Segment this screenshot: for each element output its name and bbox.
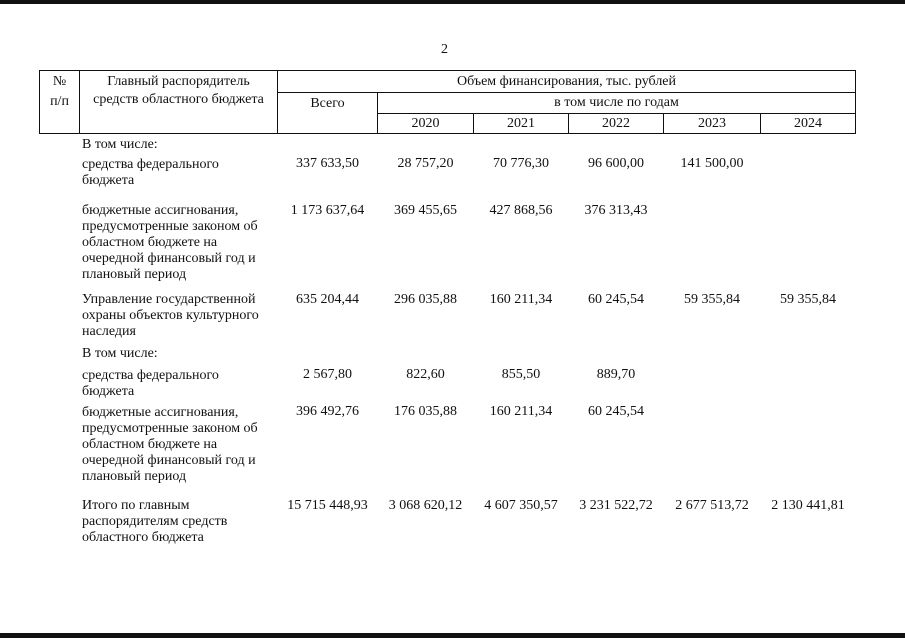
row-value-2021: 70 776,30 [493, 156, 549, 171]
bottom-border [0, 633, 905, 638]
row-value-total: 396 492,76 [296, 404, 359, 419]
row-value-2020: 28 757,20 [397, 156, 454, 171]
header-manager-label: Главный распорядитель [107, 74, 250, 89]
row-value-2021: 160 211,34 [489, 292, 553, 307]
row-label: средства федерального бюджета [82, 368, 219, 399]
header-total: Всего [310, 96, 345, 111]
row-value-2020: 176 035,88 [394, 404, 457, 419]
header-year: 2020 [411, 116, 440, 131]
row-value-2020: 822,60 [406, 367, 445, 382]
row-value-2023: 2 677 513,72 [675, 498, 749, 513]
row-label: Управление государственной охраны объектов культурного наследия [82, 292, 259, 339]
header-year: 2021 [507, 116, 535, 131]
top-border [0, 0, 905, 4]
row-label-total: Итого по главным распорядителям средств областного бюджета [82, 498, 228, 545]
row-value-2022: 60 245,54 [588, 292, 644, 307]
row-value-2022: 96 600,00 [588, 156, 644, 171]
header-year: 2022 [602, 116, 630, 131]
row-value-2021: 427 868,56 [489, 203, 553, 218]
header-funding: Объем финансирования, тыс. рублей [456, 74, 677, 89]
row-value-total: 15 715 448,93 [287, 498, 368, 513]
header-number-label: № [52, 74, 67, 89]
row-value-2021: 855,50 [501, 367, 541, 382]
header-manager-sublabel: средств областного бюджета [93, 92, 264, 107]
header-by-years: в том числе по годам [554, 95, 679, 110]
row-value-2024: 59 355,84 [780, 292, 836, 307]
row-value-total: 635 204,44 [296, 292, 359, 307]
row-value-total: 1 173 637,64 [290, 203, 365, 218]
row-value-2021: 160 211,34 [489, 404, 553, 419]
header-number-sublabel: п/п [50, 94, 69, 109]
row-value-2020: 3 068 620,12 [388, 498, 463, 513]
row-label: В том числе: [82, 137, 158, 152]
row-value-2022: 376 313,43 [584, 203, 648, 218]
row-value-2020: 296 035,88 [394, 292, 457, 307]
row-value-2022: 889,70 [596, 367, 636, 382]
row-value-total: 2 567,80 [303, 367, 352, 382]
table-rule [277, 92, 856, 93]
row-value-2024: 2 130 441,81 [771, 498, 845, 513]
table-rule [855, 70, 856, 134]
header-year: 2024 [794, 116, 822, 131]
row-value-2021: 4 607 350,57 [484, 498, 558, 513]
row-value-2022: 60 245,54 [588, 404, 644, 419]
row-label: В том числе: [82, 346, 158, 361]
row-value-2022: 3 231 522,72 [579, 498, 653, 513]
row-value-total: 337 633,50 [296, 156, 359, 171]
header-year: 2023 [698, 116, 726, 131]
row-value-2020: 369 455,65 [394, 203, 457, 218]
row-value-2023: 141 500,00 [680, 156, 744, 171]
row-value-2023: 59 355,84 [684, 292, 740, 307]
row-label: бюджетные ассигнования, предусмотренные законом об областном бюджете на очередной финансовый год и плановый период [82, 203, 258, 282]
table-rule [377, 113, 856, 114]
table-rule [39, 133, 856, 134]
table-rule [39, 70, 856, 71]
row-label: средства федерального бюджета [82, 157, 219, 188]
page-number: 2 [441, 42, 448, 57]
row-label: бюджетные ассигнования, предусмотренные законом об областном бюджете на очередной финансовый год и плановый период [82, 405, 258, 484]
